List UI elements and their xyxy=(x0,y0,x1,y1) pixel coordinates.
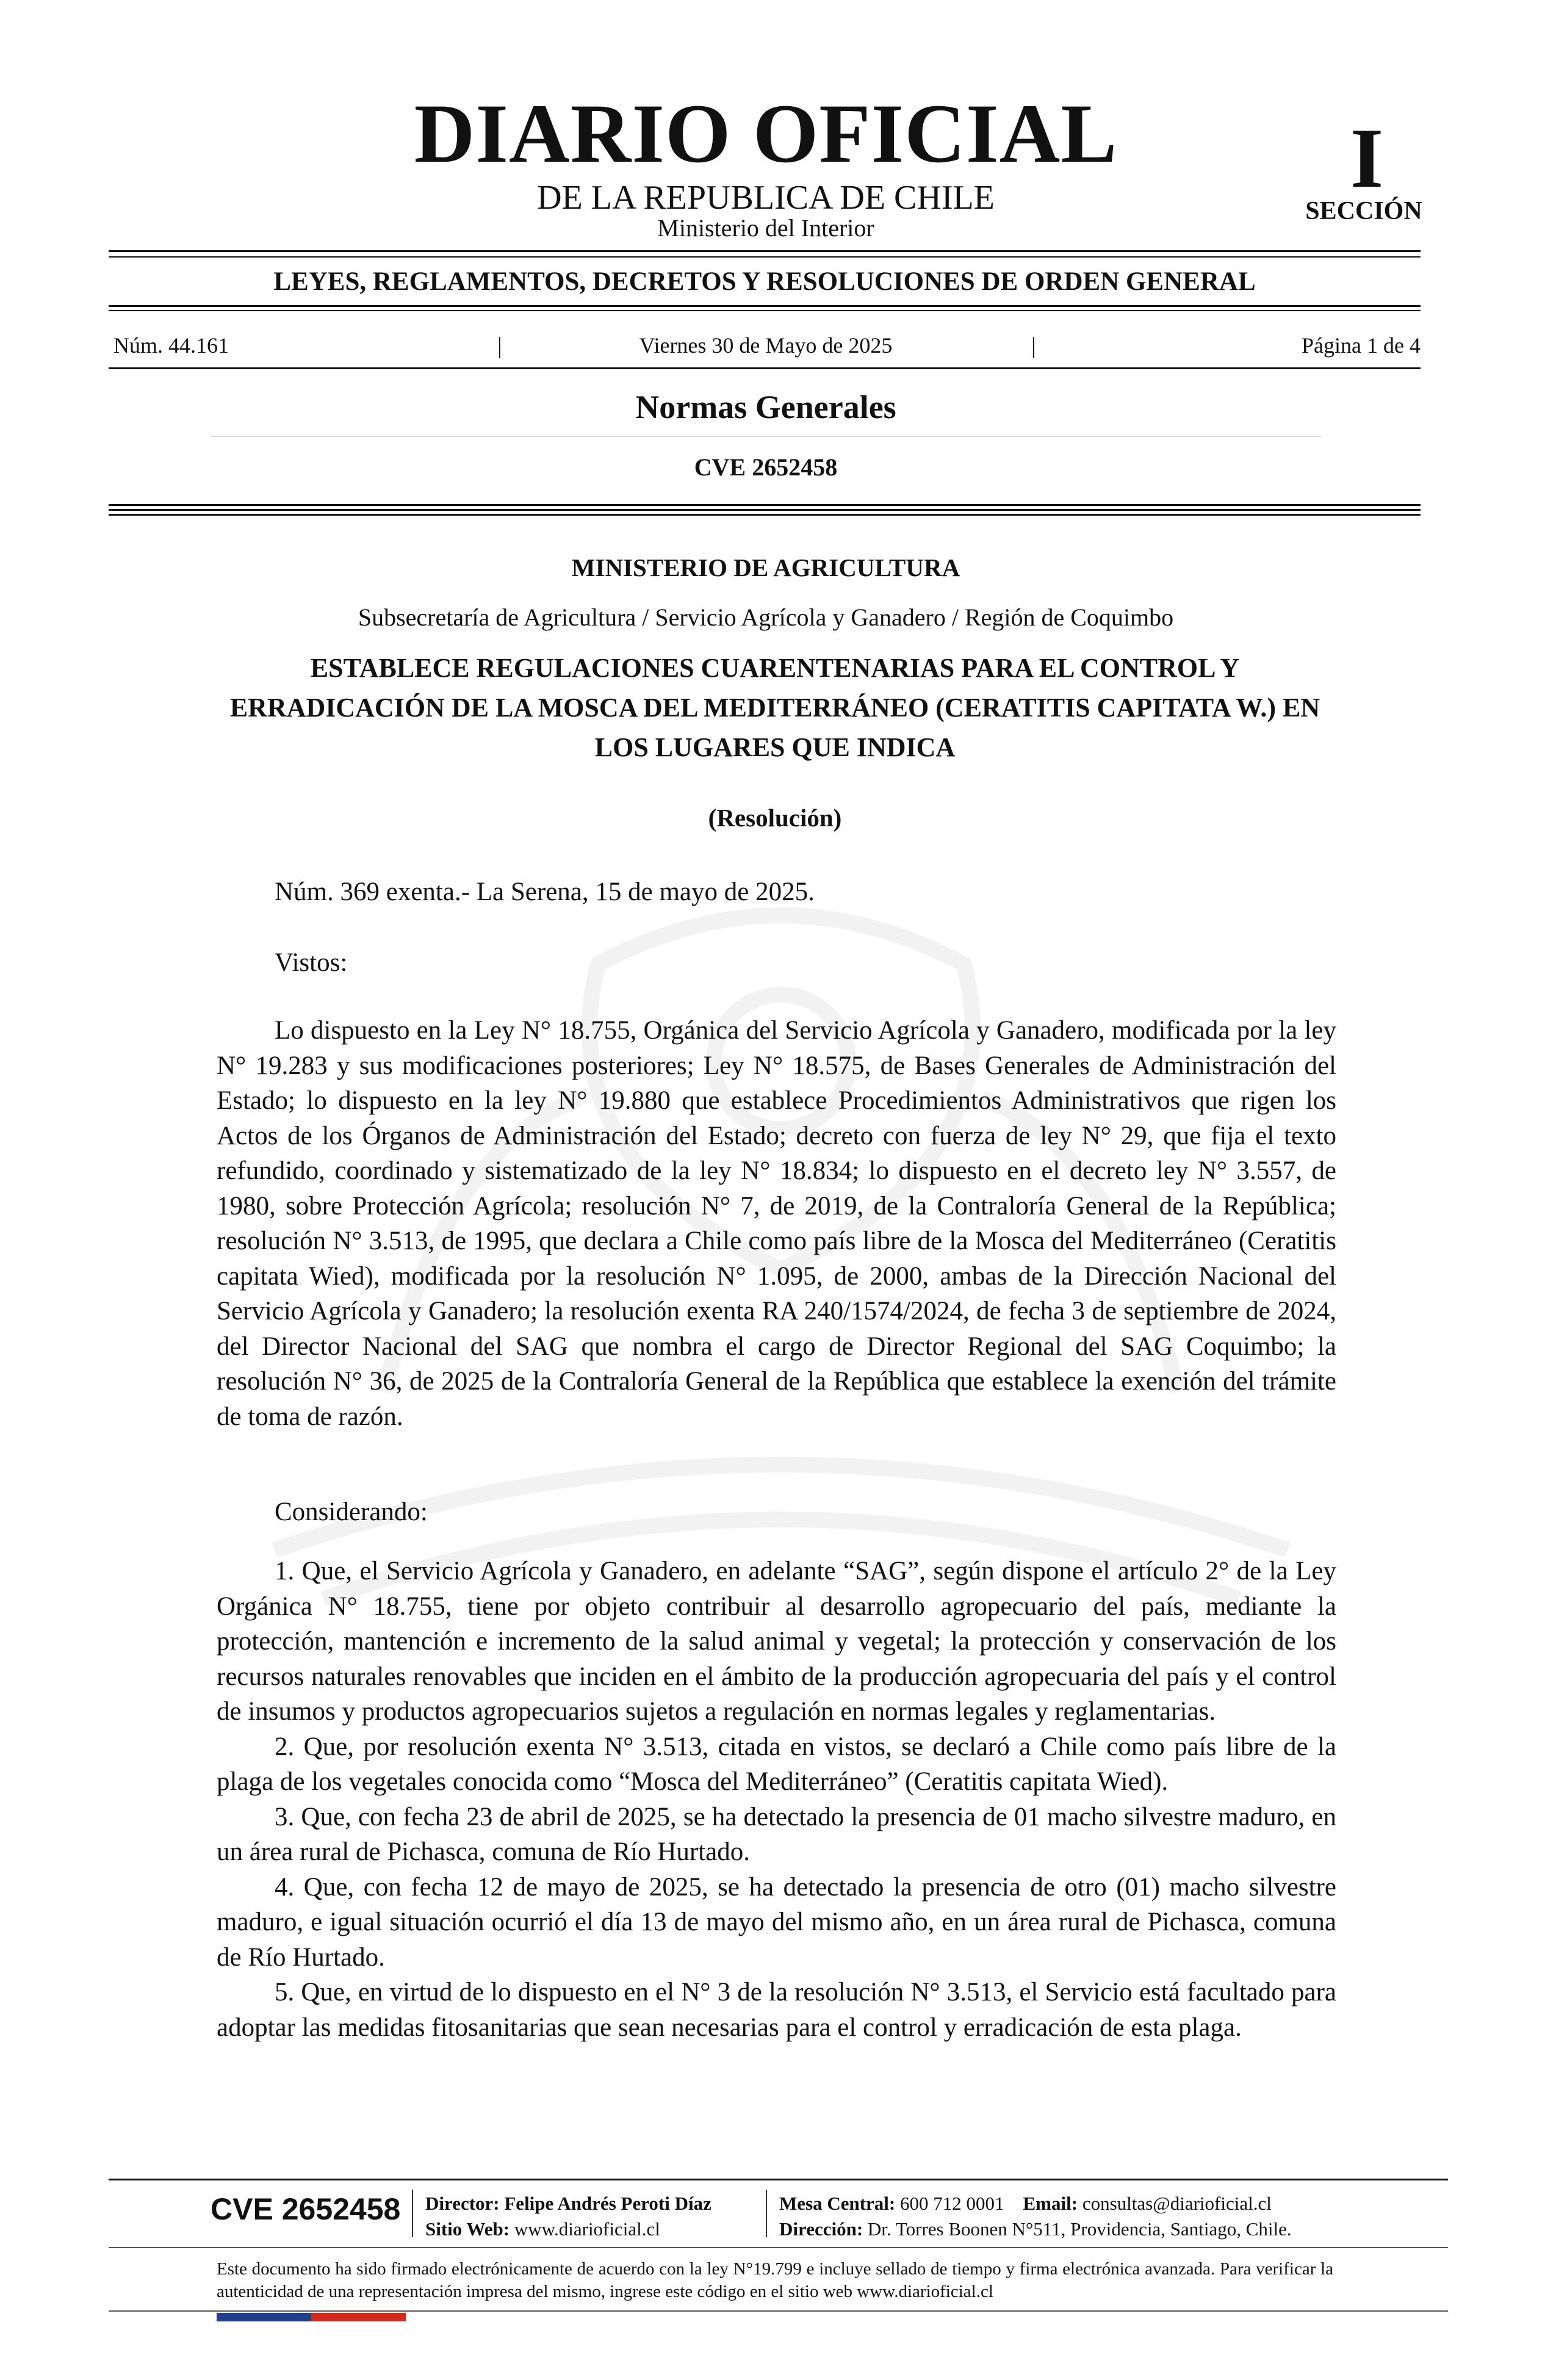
considerando-heading: Considerando: xyxy=(275,1498,428,1526)
footer-rule-mid xyxy=(109,2247,1448,2248)
header-rule-3 xyxy=(109,514,1421,516)
considerando-paragraph: 1. Que, el Servicio Agrícola y Ganadero, en adelante “SAG”, según dispone el artículo 2° de la Ley Orgánica N° 18.755, tiene por objeto contribuir al desarrollo agropecuario del país, mediante la protección, mantención e incremento de la salud animal y vegetal; la protección y conservación de los recursos naturales renovables que inciden en el ámbito de la producción agropecuaria del país y el control de insumos y productos agropecuarios sujetos a regulación en normas legales y reglamentarias. xyxy=(217,1557,1336,1726)
flag-stripe-blue xyxy=(217,2313,311,2321)
director-label: Director: xyxy=(425,2193,500,2214)
footer-rule-bottom xyxy=(109,2310,1448,2312)
email-link[interactable]: consultas@diarioficial.cl xyxy=(1082,2193,1272,2214)
newspaper-title: DIARIO OFICIAL xyxy=(414,87,1118,180)
footer-divider xyxy=(766,2190,767,2237)
issuing-subsecretaria: Subsecretaría de Agricultura / Servicio Agrícola y Ganadero / Región de Coquimbo xyxy=(358,604,1174,631)
email-label: Email: xyxy=(1023,2193,1078,2214)
section-title: Normas Generales xyxy=(635,389,896,425)
considerando-paragraph: 2. Que, por resolución exenta N° 3.513, citada en vistos, se declaró a Chile como país libre de la plaga de los vegetales conocida como “Mosca del Mediterráneo” (Ceratitis capitata Wied). xyxy=(217,1732,1336,1796)
section-label: SECCIÓN xyxy=(1305,197,1422,225)
footer-divider xyxy=(412,2190,413,2237)
issue-number: Núm. 44.161 xyxy=(113,333,229,358)
address-label: Dirección: xyxy=(779,2218,863,2240)
band-rule-bottom-thin xyxy=(109,310,1421,311)
considerando-paragraph: 4. Que, con fecha 12 de mayo de 2025, se ha detectado la presencia de otro (01) macho silvestre maduro, e igual situación ocurrió el día 13 de mayo del mismo año, en un área rural de Pichasca, comuna de Río Hurtado. xyxy=(217,1872,1336,1972)
issue-separator: | xyxy=(1031,333,1036,359)
content-band: LEYES, REGLAMENTOS, DECRETOS Y RESOLUCIONES DE ORDEN GENERAL xyxy=(273,267,1256,296)
footer-cve-code: CVE 2652458 xyxy=(211,2192,401,2226)
section-title-rule xyxy=(211,436,1321,437)
header-rule-2 xyxy=(109,509,1421,511)
address-text: Dr. Torres Boonen N°511, Providencia, Santiago, Chile. xyxy=(867,2218,1292,2240)
vistos-body xyxy=(217,1013,1336,1434)
footer-rule-top xyxy=(109,2179,1448,2180)
masthead-rule-top xyxy=(109,250,1421,252)
phone-label: Mesa Central: xyxy=(779,2193,896,2214)
phone-number: 600 712 0001 xyxy=(900,2193,1004,2214)
header-rule-1 xyxy=(109,504,1421,506)
newspaper-ministry: Ministerio del Interior xyxy=(657,214,874,242)
website-link[interactable]: www.diarioficial.cl xyxy=(514,2218,660,2240)
considerando-paragraph: 5. Que, en virtud de lo dispuesto en el N° 3 de la resolución N° 3.513, el Servicio está facultado para adoptar las medidas fitosanitarias que sean necesarias para el control y erradicación de esta plaga. xyxy=(217,1978,1336,2042)
resolution-title: ESTABLECE REGULACIONES CUARENTENARIAS PARA EL CONTROL Y ERRADICACIÓN DE LA MOSCA DEL MEDITERRÁNEO (CERATITIS CAPITATA W.) EN LOS LUGARES QUE INDICA xyxy=(229,653,1320,762)
cve-code: CVE 2652458 xyxy=(694,453,838,481)
signature-note: Este documento ha sido firmado electrónicamente de acuerdo con la ley N°19.799 e incluye sellado de tiempo y firma electrónica avanzada. Para verificar la autenticidad de una representación impresa del mismo, ingrese este código en el sitio web www.diarioficial.cl xyxy=(217,2259,1333,2301)
newspaper-subtitle: DE LA REPUBLICA DE CHILE xyxy=(537,179,995,217)
issuing-ministry: MINISTERIO DE AGRICULTURA xyxy=(571,554,960,582)
considerando-paragraph: 3. Que, con fecha 23 de abril de 2025, se ha detectado la presencia de 01 macho silvestre maduro, en un área rural de Pichasca, comuna de Río Hurtado. xyxy=(217,1802,1336,1866)
flag-stripe-red xyxy=(311,2313,406,2321)
issue-separator: | xyxy=(497,333,502,359)
document-type: (Resolución) xyxy=(708,804,842,832)
meta-rule xyxy=(109,367,1421,369)
considerandos-body xyxy=(217,1554,1336,2045)
page-indicator: Página 1 de 4 xyxy=(1302,333,1421,358)
vistos-heading: Vistos: xyxy=(275,948,348,977)
vistos-paragraph: Lo dispuesto en la Ley N° 18.755, Orgánica del Servicio Agrícola y Ganadero, modificada por la ley N° 19.283 y sus modificaciones posteriores; Ley N° 18.575, de Bases Generales de Administración del Estado; lo dispuesto en la ley N° 19.880 que establece Procedimientos Administrativos que rigen los Actos de los Órganos de Administración del Estado; decreto con fuerza de ley N° 29, que fija el texto refundido, coordinado y sistematizado de la ley N° 18.834; lo dispuesto en el decreto ley N° 3.557, de 1980, sobre Protección Agrícola; resolución N° 7, de 2019, de la Contraloría General de la República; resolución N° 3.513, de 1995, que declara a Chile como país libre de la Mosca del Mediterráneo (Ceratitis capitata Wied), modificada por la resolución N° 1.095, de 2000, ambas de la Dirección Nacional del Servicio Agrícola y Ganadero; la resolución exenta RA 240/1574/2024, de fecha 3 de septiembre de 2024, del Director Nacional del SAG que nombra el cargo de Director Regional del SAG Coquimbo; la resolución N° 36, de 2025 de la Contraloría General de la República que establece la exención del trámite de toma de razón. xyxy=(217,1016,1336,1431)
masthead-rule-top-thin xyxy=(109,256,1421,258)
web-label: Sitio Web: xyxy=(425,2218,510,2240)
issue-date: Viernes 30 de Mayo de 2025 xyxy=(639,333,893,358)
resolution-number: Núm. 369 exenta.- La Serena, 15 de mayo de 2025. xyxy=(275,878,815,906)
director-name: Felipe Andrés Peroti Díaz xyxy=(504,2193,711,2214)
section-number: I xyxy=(1350,111,1384,206)
footer-contact-block xyxy=(779,2191,1292,2242)
footer-director-block xyxy=(425,2191,711,2242)
band-rule-bottom xyxy=(109,305,1421,307)
